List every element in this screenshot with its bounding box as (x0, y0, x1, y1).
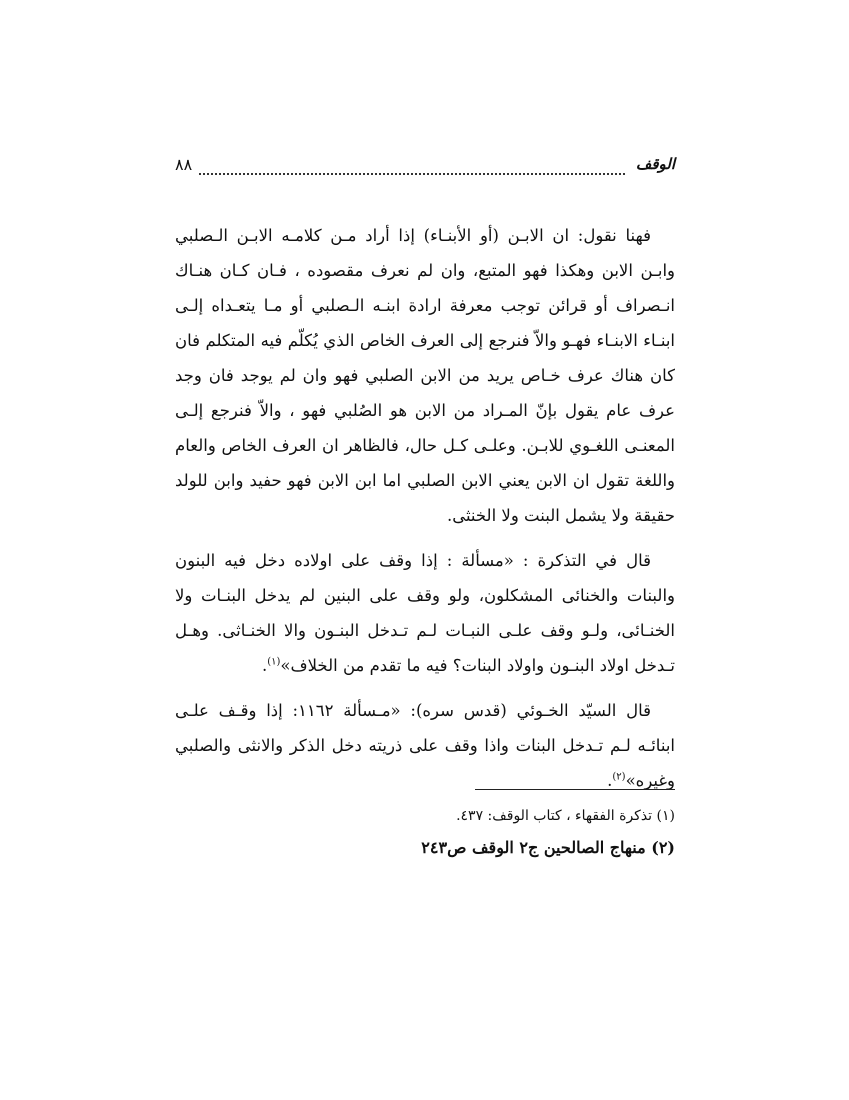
header-dotted-leader (199, 173, 625, 175)
chapter-title: الوقف (635, 155, 675, 173)
paragraph (175, 693, 675, 798)
paragraph (175, 543, 675, 683)
paragraph-end-mark: . (607, 771, 613, 790)
footnote-separator (475, 789, 675, 790)
footnote-reference: (٢) (612, 771, 626, 783)
footnotes (175, 800, 675, 864)
footnote: (٢) منهاج الصالحين ج٢ الوقف ص٢٤٣ (421, 838, 675, 857)
paragraph-text: قال في التذكرة : «مسألة : إذا وقف على اولاده دخل فيه البنون والبنات والخنائى المشكلون، ولو وقف على البنين لم يدخل البنـات ولا الخنـائى، ولـو وقف علـى النبـات لـم تـدخل البنـون والا الخنـاثى. وهـل تـدخل اولاد البنـون واولاد البنات؟ فيه ما تقدم من الخلاف» (175, 551, 675, 675)
page-number: ٨٨ (175, 155, 193, 174)
page-header (175, 155, 675, 185)
footnote: (١) تذكرة الفقهاء ، كتاب الوقف: ٤٣٧. (456, 808, 675, 824)
paragraph (175, 218, 675, 533)
paragraph-end-mark: . (261, 656, 268, 675)
paragraph-text: قال السيّد الخـوئي (قدس سره): «مـسألة ١١٦٢: إذا وقـف علـى ابنائـه لـم تـدخل البنات واذا وقف على ذريته دخل الذكر والانثى والصلبي وغيره» (175, 701, 675, 790)
body-text (175, 218, 675, 808)
footnote-reference: (١) (267, 656, 281, 668)
paragraph-text: فهنا نقول: ان الابـن (أو الأبنـاء) إذا أراد مـن كلامـه الابـن الـصلبي وابـن الابن وهكذا فهو المتبع، وان لم نعرف مقصوده ، فـان كـان هنـاك انـصراف أو قرائن توجب معرفة ارادة ابنـه الـصلبي أو مـا يتعـداه إلـى ابنـاء الابنـاء فهـو والاّ فنرجع إلى العرف الخاص الذي يُكلّم فيه المتكلم فان كان هناك عرف خـاص يريد من الابن الصلبي فهو وان لم يوجد فان وجد عرف عام يقول بإنّ المـراد من الابن هو الصُلبي فهو ، والاّ فنرجع إلـى المعنـى اللغـوي للابـن. وعلـى كـل حال، فالظاهر ان العرف الخاص والعام واللغة تقول ان الابن يعني الابن الصلبي اما ابن الابن فهو حفيد وابن للولد حقيقة ولا يشمل البنت ولا الخنثى. (175, 226, 675, 525)
